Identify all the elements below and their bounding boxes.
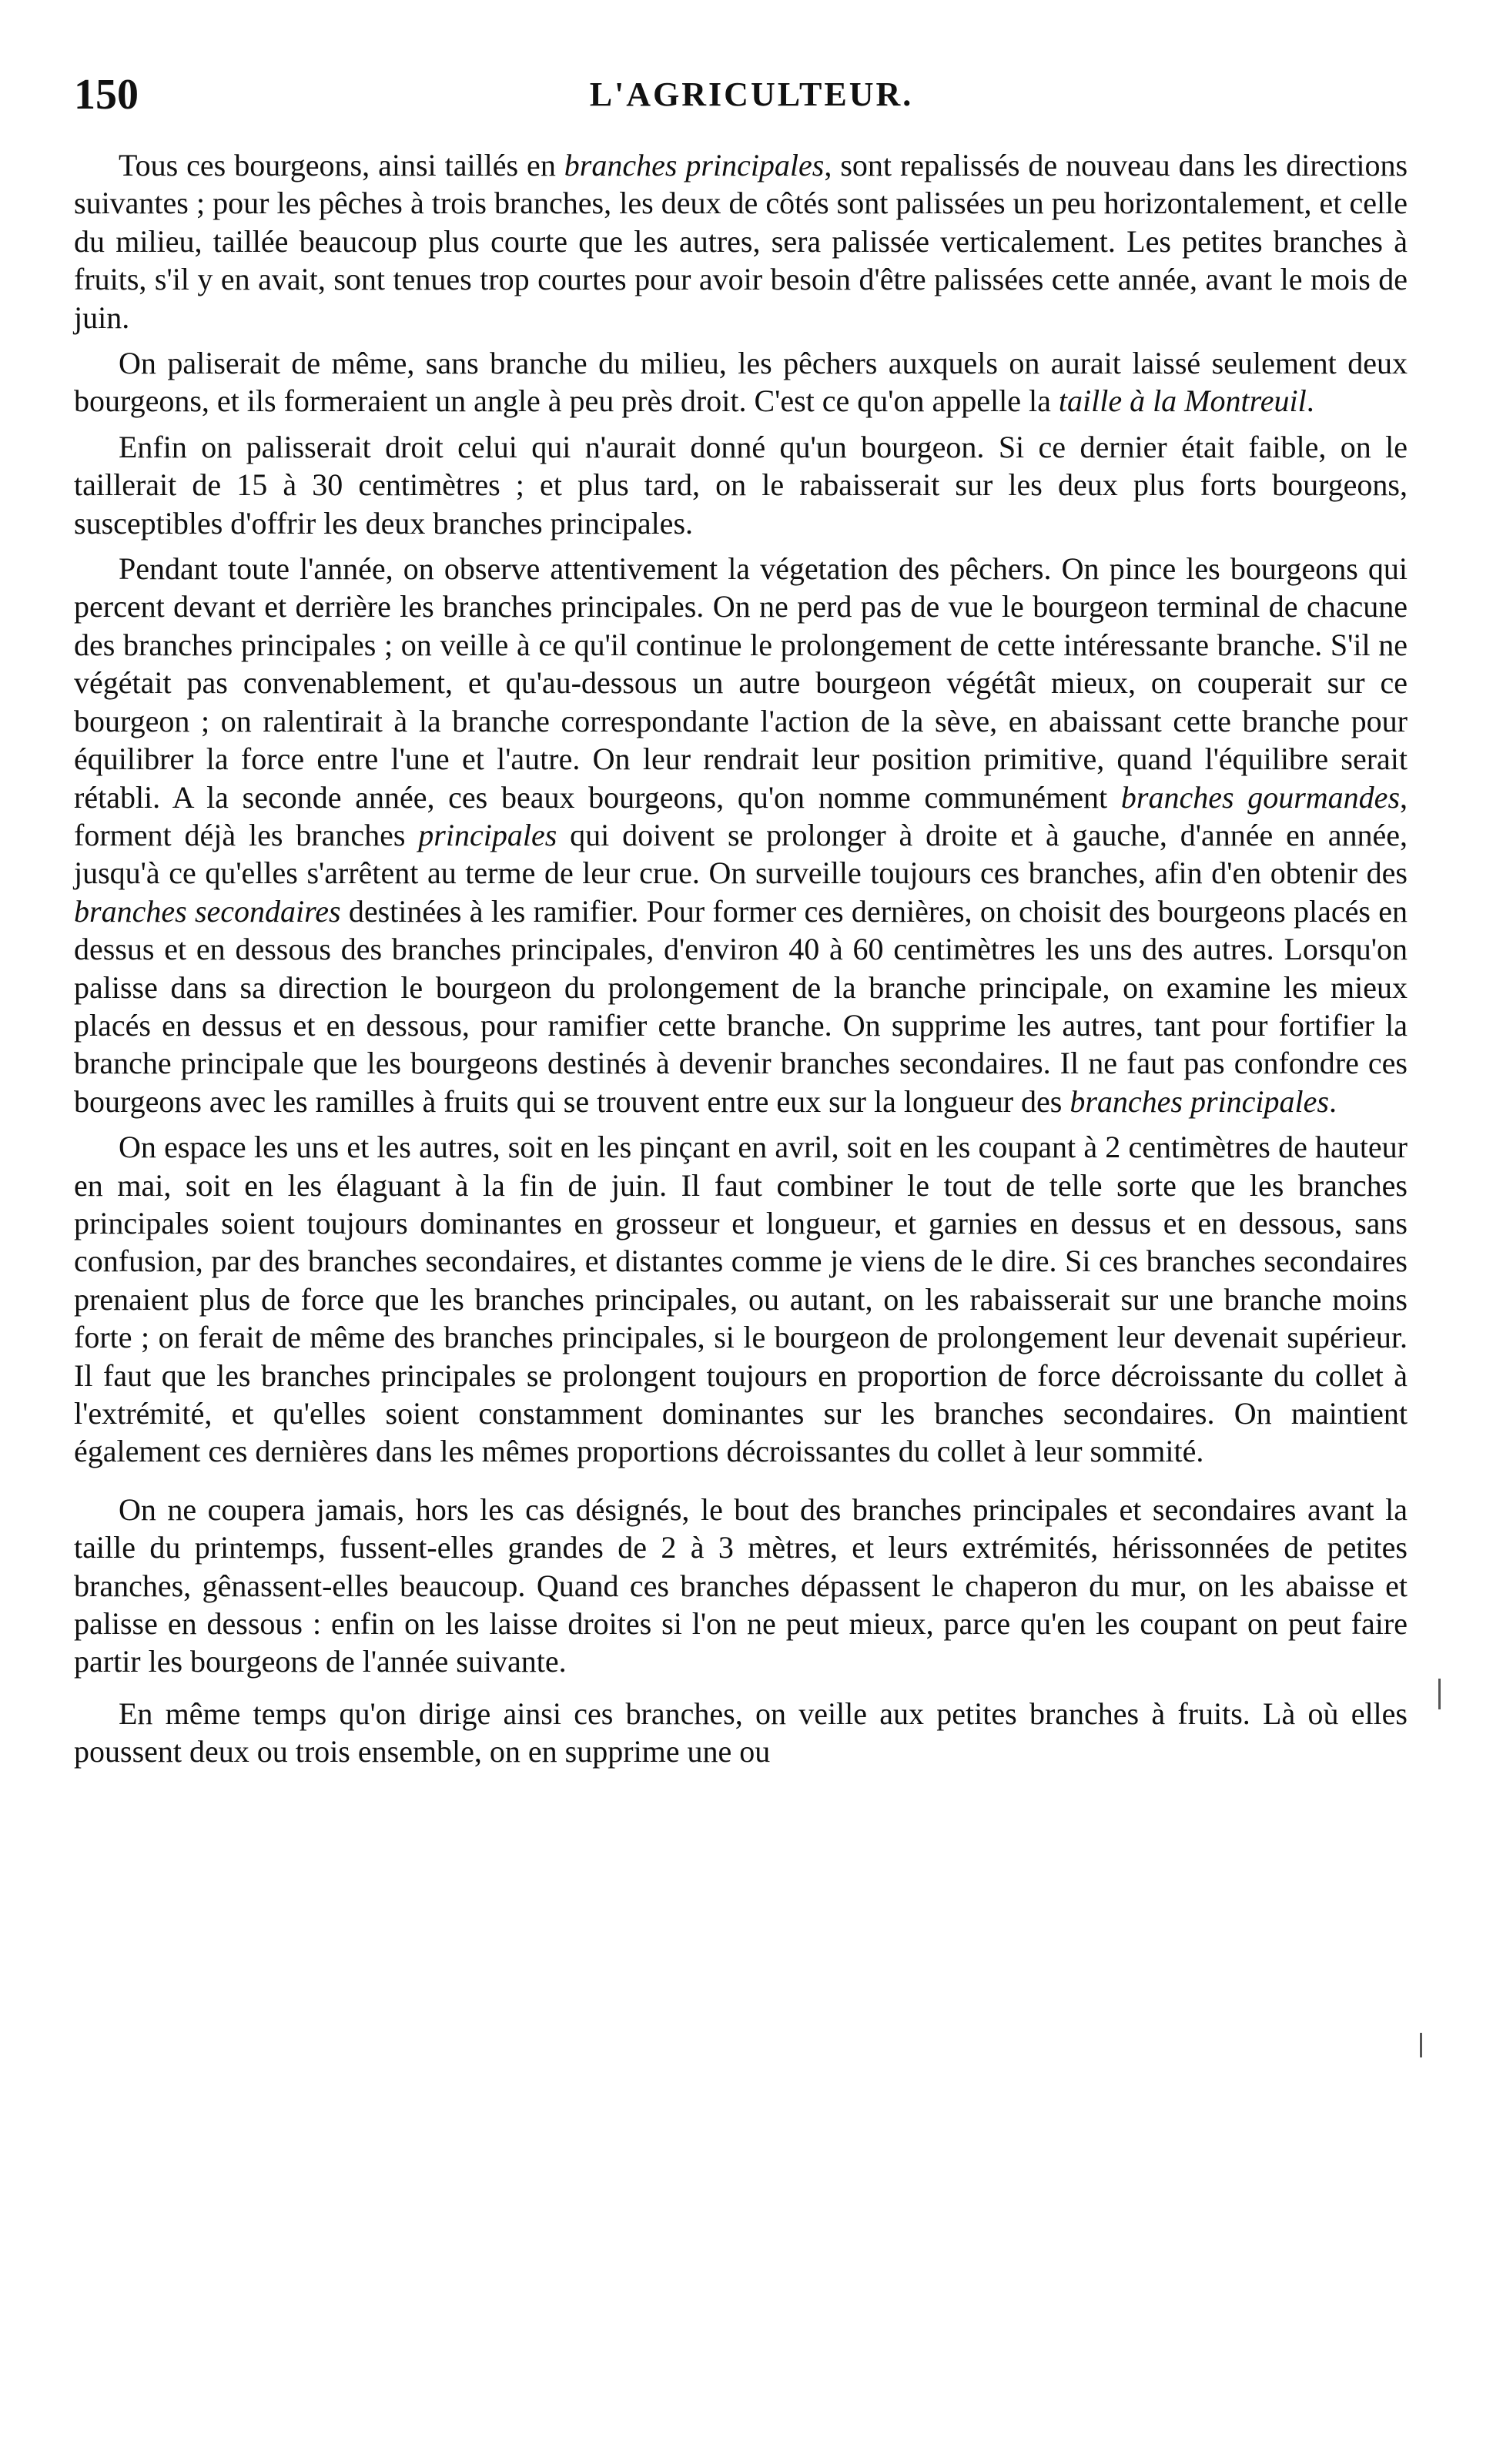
text-run: . bbox=[1306, 383, 1314, 419]
text-run: En même temps qu'on dirige ainsi ces branches, on veille aux petites branches à fruits. Là où elles poussent deux ou trois ensemble, on en supprime une ou bbox=[74, 1696, 1408, 1769]
italic-term: taille à la Montreuil bbox=[1058, 383, 1307, 419]
paragraph bbox=[74, 1695, 1408, 1771]
page-number: 150 bbox=[74, 71, 139, 119]
text-run: qui doivent se prolonger à droite et à gauche, d'année en année, jusqu'à ce qu'elles s'arrêtent au terme de leur crue. On surveille toujours ces branches, afin d'en obtenir des bbox=[74, 817, 1408, 891]
italic-term: principales bbox=[418, 817, 557, 852]
text-run: . bbox=[1328, 1083, 1337, 1119]
text-run: Enfin on palisserait droit celui qui n'aurait donné qu'un bourgeon. Si ce dernier était faible, on le taillerait de 15 à 30 centimètres ; et plus tard, on le rabaisserait sur les deux plus forts bourgeons, susceptibles d'offrir les deux branches principales. bbox=[74, 429, 1408, 541]
text-run: , sont repalissés de nouveau dans les directions suivantes ; pour les pêches à trois branches, les deux de côtés sont palissées un peu horizontalement, et celle du milieu, taillée beaucoup plus courte que les autres, sera palissée verticalement. Les petites branches à fruits, s'il y en avait, sont tenues trop courtes pour avoir besoin d'être palissées cette année, avant le mois de juin. bbox=[74, 148, 1408, 335]
italic-term: branches principales bbox=[1070, 1083, 1329, 1119]
paragraph bbox=[74, 146, 1408, 336]
paragraph bbox=[74, 344, 1408, 420]
page-header bbox=[74, 68, 1429, 122]
body-text bbox=[74, 146, 1408, 1779]
italic-term: branches principales bbox=[564, 148, 825, 182]
text-run: Tous ces bourgeons, ainsi taillés en bbox=[119, 148, 564, 182]
running-title: L'AGRICULTEUR. bbox=[589, 75, 914, 113]
text-run: On ne coupera jamais, hors les cas désignés, le bout des branches principales et secondaires avant la taille du printemps, fussent-elles grandes de 2 à 3 mètres, et leurs extrémités, hérissonnées de petites branches, gênassent-elles beaucoup. Quand ces branches dépassent le chaperon du mur, on les abaisse et palisse en dessous : enfin on les laisse droites si l'on ne peut mieux, parce qu'en les coupant on peut faire partir les bourgeons de l'année suivante. bbox=[74, 1491, 1408, 1679]
text-run: On espace les uns et les autres, soit en les pinçant en avril, soit en les coupant à 2 centimètres de hauteur en mai, soit en les élaguant à la fin de juin. Il faut combiner le tout de telle sorte que les branches principales soient toujours dominantes en grosseur et longueur, et garnies en dessus et en dessous, sans confusion, par des branches secondaires, et distantes comme je viens de le dire. Si ces branches secondaires prenaient plus de force que les branches principales, ou autant, on les rabaisserait sur une branche moins forte ; on ferait de même des branches principales, si le bourgeon de prolongement leur devenait supérieur. Il faut que les branches principales se prolongent toujours en proportion de force décroissante du collet à l'extrémité, et qu'elles soient constamment dominantes sur les branches secondaires. On maintient également ces dernières dans les mêmes proportions décroissantes du collet à leur sommité. bbox=[74, 1130, 1408, 1469]
paragraph bbox=[74, 428, 1408, 542]
paragraph bbox=[74, 1491, 1408, 1681]
italic-term: branches gourmandes bbox=[1120, 779, 1401, 815]
text-run: Pendant toute l'année, on observe attentivement la végetation des pêchers. On pince les bourgeons qui percent devant et derrière les branches principales. On ne perd pas de vue le bourgeon terminal de chacune des branches principales ; on veille à ce qu'il continue le prolongement de cette intéressante branche. S'il ne végétait pas convenablement, et qu'au-dessous un autre bourgeon végétât mieux, on couperait sur ce bourgeon ; on ralentirait à la branche correspondante l'action de la sève, en abaissant cette branche pour équilibrer la force entre l'une et l'autre. On leur rendrait leur position primitive, quand l'équilibre serait rétabli. A la seconde année, ces beaux bourgeons, qu'on nomme communément bbox=[74, 551, 1408, 815]
italic-term: branches secondaires bbox=[74, 893, 341, 929]
text-run: , forment déjà les branches bbox=[74, 779, 1408, 852]
text-run: On paliserait de même, sans branche du milieu, les pêchers auxquels on aurait laissé seulement deux bourgeons, et ils formeraient un angle à peu près droit. C'est ce qu'on appelle la bbox=[74, 346, 1408, 419]
margin-mark bbox=[1438, 1679, 1441, 1709]
margin-mark bbox=[1420, 2033, 1422, 2057]
paragraph bbox=[74, 1128, 1408, 1471]
paragraph bbox=[74, 550, 1408, 1120]
text-run: destinées à les ramifier. Pour former ces dernières, on choisit des bourgeons placés en dessus et en dessous des branches principales, d'environ 40 à 60 centimètres les uns des autres. Lorsqu'on palisse dans sa direction le bourgeon du prolongement de la branche principale, on examine les mieux placés en dessus et en dessous, pour ramifier cette branche. On supprime les autres, tant pour fortifier la branche principale que les bourgeons destinés à devenir branches secondaires. Il ne faut pas confondre ces bourgeons avec les ramilles à fruits qui se trouvent entre eux sur la longueur des bbox=[74, 893, 1408, 1119]
